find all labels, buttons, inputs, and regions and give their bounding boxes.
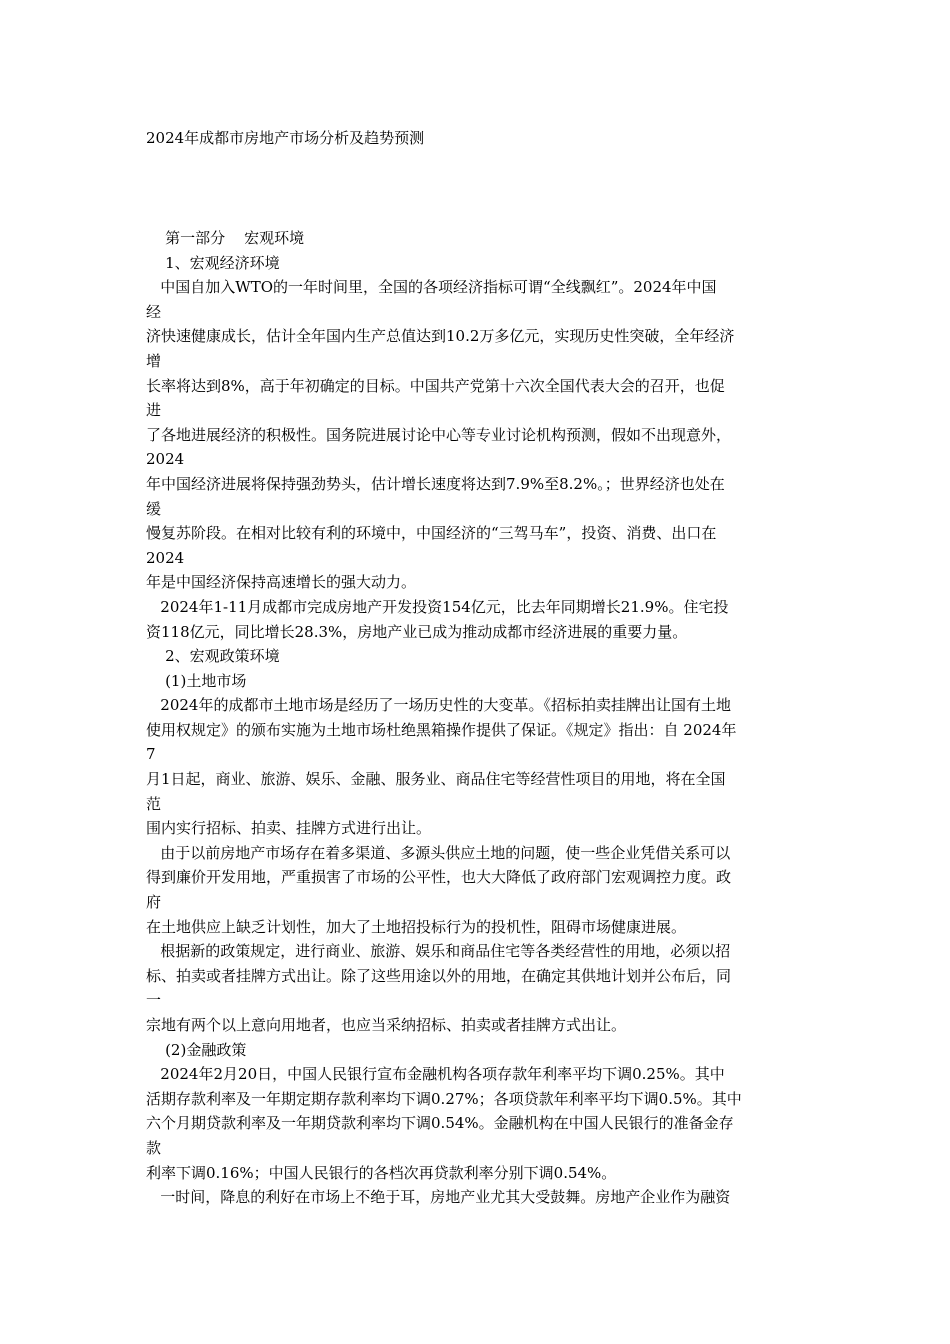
text-line: 一时间，降息的利好在市场上不绝于耳，房地产业尤其大受鼓舞。房地产企业作为融资 xyxy=(146,1188,731,1207)
text-line: 活期存款利率及一年期定期存款利率均下调0.27%；各项贷款年利率平均下调0.5%。其中 xyxy=(146,1089,742,1108)
text-line: 7 xyxy=(146,745,156,764)
text-line: 慢复苏阶段。在相对比较有利的环境中，中国经济的“三驾马车”，投资、消费、出口在 xyxy=(146,524,717,543)
text-line: 缓 xyxy=(146,499,162,518)
text-line: 由于以前房地产市场存在着多渠道、多源头供应土地的问题，使一些企业凭借关系可以 xyxy=(146,843,731,862)
text-line: 2024 xyxy=(146,450,185,469)
text-line: (2)金融政策 xyxy=(146,1040,247,1059)
text-line: 宗地有两个以上意向用地者，也应当采纳招标、拍卖或者挂牌方式出让。 xyxy=(146,1016,627,1034)
text-line: 2024 xyxy=(146,548,185,567)
text-line: 中国自加入WTO的一年时间里，全国的各项经济指标可谓“全线飘红”。2024年中国 xyxy=(146,278,717,297)
text-line: 第一部分 宏观环境 xyxy=(146,229,305,247)
text-line: 2024年的成都市土地市场是经历了一场历史性的大变革。《招标拍卖挂牌出让国有土地 xyxy=(146,696,731,715)
text-line: 府 xyxy=(146,893,162,912)
text-line: 2024年1-11月成都市完成房地产开发投资154亿元，比去年同期增长21.9%。住宅投 xyxy=(146,597,729,616)
text-line: 使用权规定》的颁布实施为土地市场杜绝黑箱操作提供了保证。《规定》指出：自 2024年 xyxy=(146,720,737,739)
document-body xyxy=(146,226,826,1210)
text-line: 得到廉价开发用地，严重损害了市场的公平性，也大大降低了政府部门宏观调控力度。政 xyxy=(146,868,732,887)
text-line: 经 xyxy=(146,302,162,321)
text-line: 在土地供应上缺乏计划性，加大了土地招投标行为的投机性，阻碍市场健康进展。 xyxy=(146,917,687,936)
text-line: 资118亿元，同比增长28.3%，房地产业已成为推动成都市经济进展的重要力量。 xyxy=(146,622,688,641)
document-title: 2024年成都市房地产市场分析及趋势预测 xyxy=(146,129,425,147)
text-line: 围内实行招标、拍卖、挂牌方式进行出让。 xyxy=(146,819,432,838)
text-line: 1、宏观经济环境 xyxy=(146,253,280,272)
text-line: 标、拍卖或者挂牌方式出让。除了这些用途以外的用地，在确定其供地计划并公布后，同 xyxy=(146,966,732,985)
text-line: 2、宏观政策环境 xyxy=(146,647,280,666)
text-line: 2024年2月20日，中国人民银行宣布金融机构各项存款年利率平均下调0.25%。其中 xyxy=(146,1065,725,1084)
text-line: 六个月期贷款利率及一年期贷款利率均下调0.54%。金融机构在中国人民银行的准备金存 xyxy=(146,1114,734,1133)
text-line: 年中国经济进展将保持强劲势头，估计增长速度将达到7.9%至8.2%。；世界经济也处在 xyxy=(146,474,725,493)
text-line: 进 xyxy=(146,401,162,420)
text-line: 增 xyxy=(146,351,162,370)
text-line: 月1日起，商业、旅游、娱乐、金融、服务业、商品住宅等经营性项目的用地，将在全国 xyxy=(146,770,726,789)
text-line: 范 xyxy=(146,794,162,813)
text-line: 长率将达到8%，高于年初确定的目标。中国共产党第十六次全国代表大会的召开，也促 xyxy=(146,376,725,395)
text-line: 济快速健康成长，估计全年国内生产总值达到10.2万多亿元，实现历史性突破，全年经济 xyxy=(146,327,735,346)
text-line: 根据新的政策规定，进行商业、旅游、娱乐和商品住宅等各类经营性的用地，必须以招 xyxy=(146,942,731,961)
text-line: (1)土地市场 xyxy=(146,671,247,690)
text-line: 一 xyxy=(146,991,162,1010)
text-line: 款 xyxy=(146,1138,162,1157)
text-line: 了各地进展经济的积极性。国务院进展讨论中心等专业讨论机构预测，假如不出现意外， xyxy=(146,425,732,444)
text-line: 年是中国经济保持高速增长的强大动力。 xyxy=(146,573,417,592)
text-line: 利率下调0.16%；中国人民银行的各档次再贷款利率分别下调0.54%。 xyxy=(146,1163,617,1182)
